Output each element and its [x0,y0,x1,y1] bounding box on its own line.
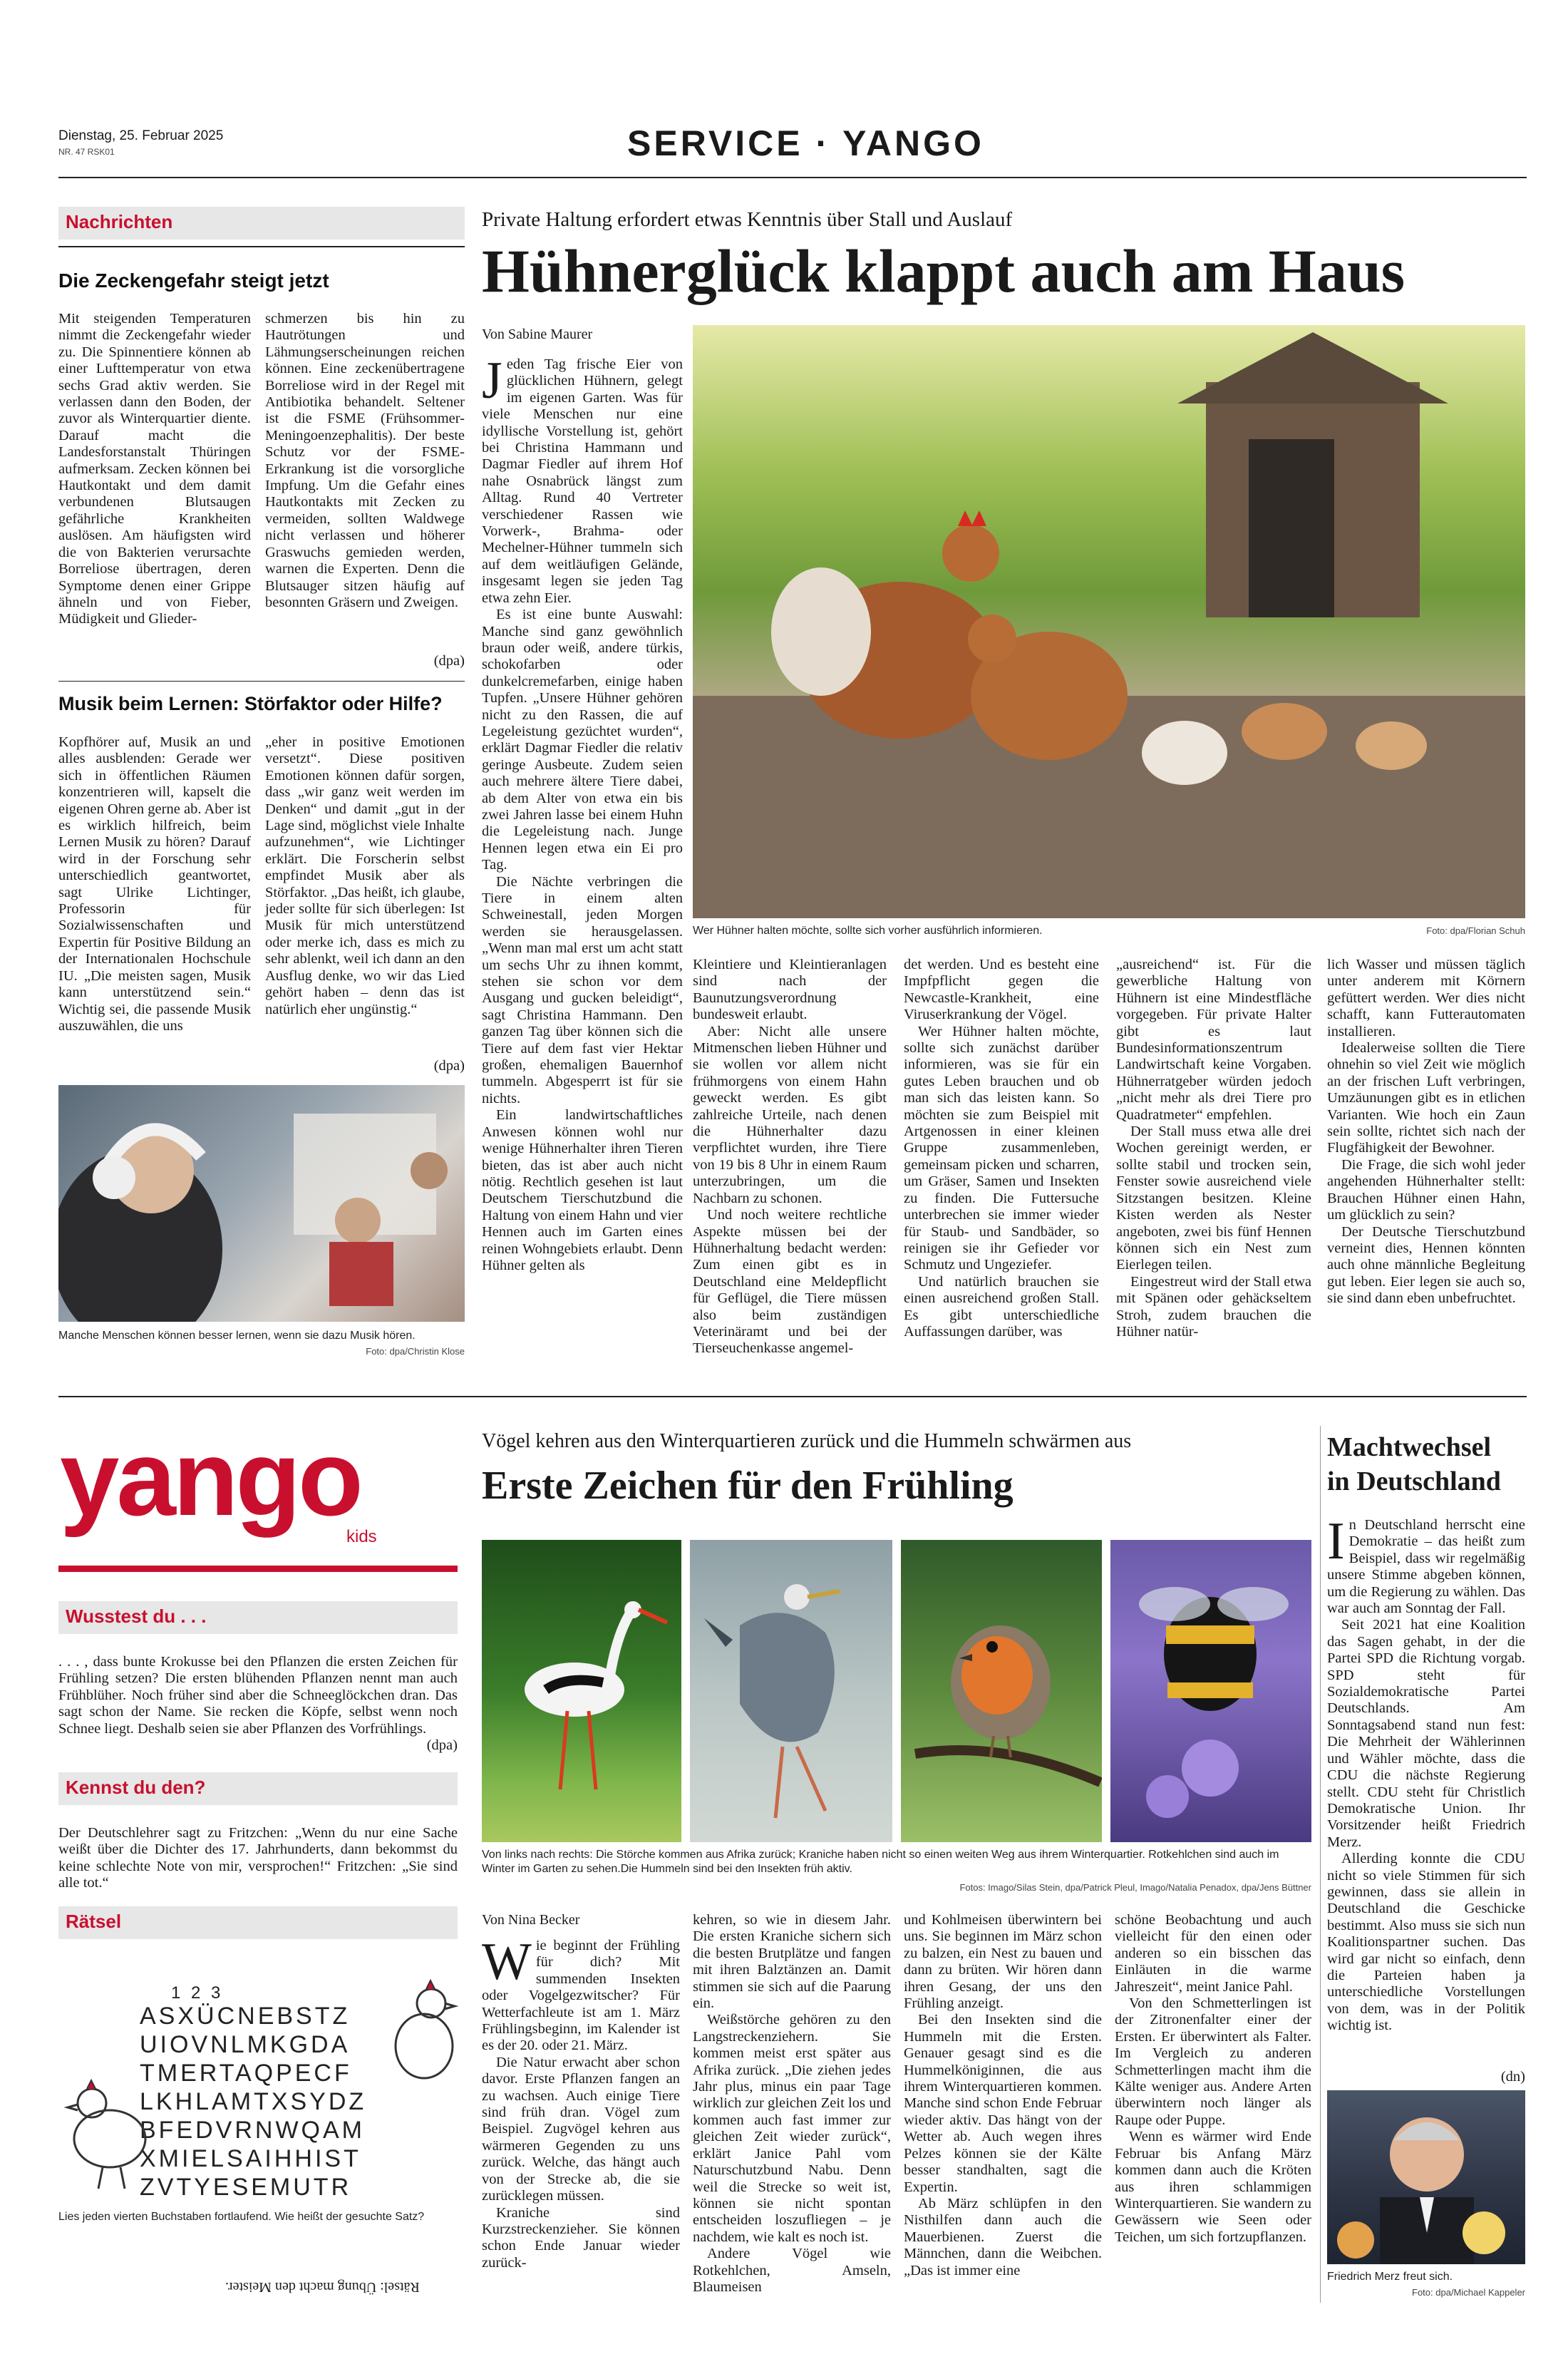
raetsel-digits: 1 2 3 [171,1983,224,2003]
raetsel-row: LKHLAMTXSYDZ [140,2088,367,2115]
fruehling-col4: schöne Beobachtung und auch vielleicht für den einen oder anderen so ein bisschen das Einläuten in die warme Jahreszeit“, meint Janice Pahl. Von den Schmetterlingen ist der Zitronenfalter einer der Ersten. Er überwintert als Falter. Im Vergleich zu anderen Schmetterlingen macht ihm die Kälte weniger aus. Andere Arten überwintern noch länger als Raupe oder Puppe. Wenn es wärmer wird Ende Februar bis Anfang März kommen dann auch die Kröten aus ihren schlammigen Winterquartieren. Sie wandern zu Gewässern wie Seen oder Teichen, um sich fortzupflanzen. [1115,1912,1311,2245]
merz-credit: Foto: dpa/Michael Kappeler [1412,2287,1525,2298]
fruehling-caption: Von links nach rechts: Die Störche kommen aus Afrika zurück; Kraniche haben nicht so einen weiten Weg aus ihrem Winterquartier. Rotkehlchen sind auch im Winter im Garten zu sehen.Die Hummeln sind bei den Insekten früh aktiv. [482,1849,1279,1875]
yango-logo: yango [60,1418,361,1538]
zecken-col1: Mit steigenden Temperaturen nimmt die Zeckengefahr wieder zu. Die Spinnentiere können ab einer Lufttemperatur von etwa sechs Grad aktiv werden. Sie verlassen dann den Boden, der zuvor als Winterquartier diente. Darauf macht die Landesforstanstalt Thüringen aufmerksam. Zecken können bei Hautkontakt und dem damit verbundenen Blutsaugen gefährliche Krankheiten auslösen. Am häufigsten wird die von Bakterien verursachte Borreliose übertragen, deren Symptome denen einer Grippe ähneln und von Fieber, Müdigkeit und Glieder- [58,311,251,627]
musik-title: Musik beim Lernen: Störfaktor oder Hilfe? [58,693,443,714]
merz-caption: Friedrich Merz freut sich. [1327,2271,1453,2283]
main-kicker: Private Haltung erfordert etwas Kenntnis über Stall und Auslauf [482,208,1013,231]
fruehling-byline: Von Nina Becker [482,1912,580,1928]
wusstest-label: Wusstest du . . . [58,1601,458,1634]
fruehling-credit: Fotos: Imago/Silas Stein, dpa/Patrick Pleul, Imago/Natalia Penadox, dpa/Jens Büttner [959,1882,1311,1893]
machtwechsel-source: (dn) [1500,2069,1525,2085]
machtwechsel-headline: Machtwechsel in Deutschland [1327,1432,1501,1496]
zecken-title: Die Zeckengefahr steigt jetzt [58,269,329,292]
photo-hummel [1110,1540,1311,1842]
robin-icon [901,1540,1102,1842]
fruehling-dropcap: W [482,1933,532,1991]
masthead-rule [58,177,1527,178]
raetsel-grid [140,2002,411,2201]
wusstest-source: (dpa) [426,1737,458,1753]
musik-source: (dpa) [433,1058,465,1074]
stork-icon [482,1540,681,1842]
zecken-col2: schmerzen bis hin zu Hautrötungen und Lähmungserscheinungen reichen können. Eine zeckenübertragene Borreliose wird in der Regel mit Antibiotika behandelt. Seltener ist die FSME (Frühsommer-Meningoenzephalitis). Der beste Schutz vor der FSME-Erkrankung ist die vorsorgliche Impfung. Um die Gefahr eines Hautkontakts mit Zecken zu vermeiden, sollten Waldwege nicht verlassen und höherer Graswuchs gemieden werden, warnen die Experten. Denn die Blutsauger sitzen häufig auf besonnten Gräsern und Zweigen. [265,311,465,610]
main-col2: Kleintiere und Kleintieranlagen sind nach der Baunutzungsverordnung bundesweit erlaubt. Aber: Nicht alle unsere Mitmenschen lieben Hühner und sie wollen vor allem nicht frühmorgens von einem Hahn geweckt werden. Es gibt zahlreiche Urteile, nach denen die Hühnerhalter dazu verpflichtet wurden, ihre Tiere von 19 bis 8 Uhr in einem Raum unterzubringen, um die Nachbarn zu schonen. Und noch weitere rechtliche Aspekte müssen bei der Hühnerhaltung bedacht werden: Zum einen gibt es in Deutschland eine Meldepflicht für Geflügel, die Tiere müssen also beim zuständigen Veterinäramt und bei der Tierseuchenkasse angemel- [693,957,887,1357]
main-headline: Hühnerglück klappt auch am Haus [482,237,1405,305]
raetsel-row: TMERTAQPECF [140,2060,352,2087]
main-col4: „ausreichend“ ist. Für die gewerbliche Haltung von Hühnern ist eine Mindestfläche vorgegeben. Für private Halter gibt es laut Bundesinformationszentrum Landwirtschaft keine Vorgaben. Hühnerratgeber würden jedoch „nicht mehr als drei Tiere pro Quadratmeter“ empfehlen. Der Stall muss etwa alle drei Wochen gereinigt werden, er sollte stabil und trocken sein, Fenster sowie ausreichend viele Sitzstangen besitzen. Kleine Kisten werden als Nester angeboten, zwei bis fünf Hennen können sich ein Nest zum Eierlegen teilen. Eingestreut wird der Stall etwa mit Spänen oder gehäckseltem Stroh, zudem brauchen die Hühner natür- [1116,957,1311,1340]
kennst-label: Kennst du den? [58,1772,458,1805]
heron-icon [690,1540,892,1842]
yango-logo-sub: kids [346,1527,377,1546]
main-dropcap: J [482,351,502,410]
fruehling-col1: Wie beginnt der Frühling für dich? Mit summenden Insekten oder Vogelgezwitscher? Für Wetterfachleute ist am 1. März Frühlingsbeginn, im Kalender ist es der 20. oder 21. März. Die Natur erwacht aber schon davor. Erste Pflanzen fangen an zu wachsen. Auch einige Tiere sind früh dran. Vögel zum Beispiel. Zugvögel kehren aus wärmeren Gegenden zu uns zurück. Welche, das hängt auch von der Strecke ab, die sie zurücklegen müssen. Kraniche sind Kurzstreckenzieher. Sie können schon Ende Januar wieder zurück- [482,1933,680,2271]
machtwechsel-text: In Deutschland herrscht eine Demokratie – das heißt zum Beispiel, dass wir regelmäßig unsere Stimme abgeben können, um die Regierung zu wählen. Das war auch am Sonntag der Fall. Seit 2021 hat eine Koalition das Sagen gehabt, in der die Partei SPD die Richtung vorgab. SPD steht für Sozialdemokratische Partei Deutschlands. Am Sonntagsabend stand nun fest: Die Mehrheit der Wählerinnen und Wähler möchte, dass die CDU die nächste Regierung stellt. CDU steht für Christlich Demokratische Union. Ihr Vorsitzender heißt Friedrich Merz. Allerding konnte die CDU nicht so viele Stimmen für sich gewinnen, dass sie allein in Deutschland die Geschicke bestimmt. Also muss sie sich nun Koalitionspartner suchen. Das wird gar nicht so einfach, denn die Parteien haben ja unterschiedliche Vorstellungen von dem, was in der Politik wichtig ist. [1327,1512,1525,2034]
fruehling-headline: Erste Zeichen für den Frühling [482,1464,1013,1508]
huehner-caption: Wer Hühner halten möchte, sollte sich vorher ausführlich informieren. [693,925,1043,937]
nachrichten-label: Nachrichten [58,207,465,240]
main-col1: Jeden Tag frische Eier von glücklichen Hühnern, gelegt im eigenen Garten. Was für viele Menschen nur eine idyllische Vorstellung ist, gehört bei Christina Hammann und Dagmar Fiedler auf ihrem Hof nahe Osnabrück längst zum Alltag. Rund 40 Vertreter verschiedener Rassen wie Vorwerk-, Brahma- oder Mechelner-Hühner tummeln sich auf dem weitläufigen Gelände, insgesamt legen sie jeden Tag etwa zehn Eier. Es ist eine bunte Auswahl: Manche sind ganz gewöhnlich braun oder weiß, andere türkis, schokofarben oder dunkelcremefarben, einige haben Tupfen. „Unsere Hühner gehören nicht zu den Rassen, die auf Legeleistung gezüchtet wurden“, erklärt Dagmar Fiedler die relativ geringe Ausbeute. Zudem seien auch mehrere ältere Tiere dabei, ab dem Alter von etwa ein bis zwei Jahren lasse bei einem Huhn die Legeleistung nach. Junge Hennen legen etwa ein Ei pro Tag. Die Nächte verbringen die Tiere in einem alten Schweinestall, jeden Morgen werden sie herausgelassen. „Wenn man mal erst um acht statt um sechs Uhr zu ihnen kommt, stehen sie schon vor dem Ausgang und gucken beleidigt“, sagt Christina Hammann. Den ganzen Tag über können sich die Tiere auf dem fast vier Hektar großen, ehemaligen Bauernhof tummeln. Abgesperrt ist für sie nichts. Ein landwirtschaftliches Anwesen können wohl nur wenige Hühnerhalter ihren Tieren bieten, das ist aber auch nicht nötig. Rechtlich gesehen ist laut Deutschem Tierschutzbund die Haltung von einem Hahn und vier Hennen auch im Garten eines reinen Wohngebiets erlaubt. Denn Hühner gelten als [482,351,683,1273]
nachrichten-top-rule [58,246,465,247]
fruehling-col3: und Kohlmeisen überwintern bei uns. Sie beginnen im März schon zu balzen, ein Nest zu bauen und dann zu brüten. Wir hören dann ihren Gesang, der uns den Frühling anzeigt. Bei den Insekten sind die Hummeln mit die Ersten. Genauer gesagt sind es die Hummelköniginnen, die aus ihrem Winterquartieren kommen. Manche sind schon Ende Februar wieder aktiv. Das hängt von der Wetter ab. Auch wegen ihres Pelzes können sie der Kälte besser standhalten, sagt die Expertin. Ab März schlüpfen in den Nisthilfen dann auch die Mauerbienen. Zuerst die Männchen, dann die Weibchen. „Das ist immer eine [904,1912,1102,2278]
raetsel-row: XMIELSAIHHIST [140,2145,361,2172]
musik-credit: Foto: dpa/Christin Klose [366,1346,465,1357]
raetsel-row: ASXÜCNEBSTZ [140,2003,351,2030]
bumblebee-icon [1110,1540,1311,1842]
zecken-source: (dpa) [433,653,465,669]
zecken-rule [58,681,465,682]
yango-red-bar [58,1566,458,1572]
fruehling-kicker: Vögel kehren aus den Winterquartieren zurück und die Hummeln schwärmen aus [482,1430,1132,1452]
masthead-issue: NR. 47 RSK01 [58,147,115,157]
photo-rotkehlchen [901,1540,1102,1842]
main-col3: det werden. Und es besteht eine Impfpflicht gegen die Newcastle-Krankheit, eine Viruserkrankung der Vögel. Wer Hühner halten möchte, sollte sich zunächst darüber informieren, was sie für ein gutes Leben brauchen und ob man sich das leisten kann. So möchten sie zum Beispiel mit Artgenossen in einer kleinen Gruppe zusammenleben, gemeinsam picken und scharren, um Gräser, Samen und Insekten zu finden. Die Futtersuche unterbrechen sie immer wieder für Staub- und Sandbäder, so reinigen sie ihr Gefieder vor Schmutz und Ungeziefer. Und natürlich brauchen sie einen ausreichend großen Stall. Es gibt unterschiedliche Auffassungen darüber, was [904,957,1099,1340]
musik-col1: Kopfhörer auf, Musik an und alles ausblenden: Gerade wer sich in öffentlichen Räumen konzentrieren will, kapselt die eigenen Ohren gerne ab. Aber ist es wirklich hilfreich, beim Lernen Musik zu hören? Darauf wird in der Forschung sehr unterschiedlich geantwortet, sagt Ulrike Lichtinger, Professorin für Sozialwissenschaften und Expertin für Positive Bildung an der Internationalen Hochschule IU. „Die meisten sagen, Musik kann unterstützend sein.“ Wichtig sei, die passende Musik auszuwählen, die uns [58,734,251,1034]
kennst-text: Der Deutschlehrer sagt zu Fritzchen: „Wenn du nur eine Sache weißt über die Dichter des 17. Jahrhunderts, dann bekommst du keine schlechte Note von mir, versprochen!“ Fritzchen: „Sie sind alle tot.“ [58,1825,458,1891]
raetsel-row: ZVTYESEMUTR [140,2174,352,2201]
musik-col2: „eher in positive Emotionen versetzt“. Diese positiven Emotionen können dafür sorgen, dass „wir ganz weit werden im Denken“ und damit „gut in der Lage sind, möglichst viele Inhalte aufzunehmen“, wie Lichtinger erklärt. Die Forscherin selbst empfindet Musik aber als Störfaktor. „Das heißt, ich glaube, jeder sollte für sich überlegen: Ist Musik für mich unterstützend oder merke ich, dass es mich zu sehr ablenkt, weil ich dann an den Ausflug denke, wo wir das Lied gehört haben – denn das ist natürlich eher ungünstig.“ [265,734,465,1017]
photo-reiher [690,1540,892,1842]
chicken-drawing-left-icon [60,2053,160,2196]
huehner-credit: Foto: dpa/Florian Schuh [1426,925,1525,936]
musik-caption: Manche Menschen können besser lernen, wenn sie dazu Musik hören. [58,1330,416,1342]
chicken-drawing-right-icon [385,1975,463,2103]
section-title: SERVICE · YANGO [627,123,984,163]
raetsel-label: Rätsel [58,1906,458,1939]
photo-merz [1327,2090,1525,2264]
page-divider [58,1396,1527,1397]
raetsel-row: UIOVNLMKGDA [140,2031,351,2058]
main-byline: Von Sabine Maurer [482,327,593,342]
photo-musik [58,1085,465,1322]
main-col5: lich Wasser und müssen täglich unter anderem mit Körnern gefüttert werden. Wer dies nicht schafft, kann Futterautomaten installieren. Idealerweise sollten die Tiere ohnehin so viel Zeit wie möglich an der frischen Luft verbringen, Umzäunungen gibt es in etlichen Varianten. Wie hoch ein Zaun sein sollte, richtet sich nach der Flugfähigkeit der Bewohner. Die Frage, die sich wohl jeder angehenden Hühnerhalter stellt: Brauchen Hühner einen Hahn, um glücklich zu sein? Der Deutsche Tierschutzbund verneint dies, Hennen könnten auch ohne männliche Begleitung gut leben. Eier legen sie auch so, sie sind dann eben unbefruchtet. [1327,957,1525,1307]
machtwechsel-dropcap: I [1327,1512,1345,1571]
masthead-date: Dienstag, 25. Februar 2025 [58,128,224,143]
raetsel-solution: Rätsel: Übung macht den Meister. [225,2279,420,2295]
raetsel-caption: Lies jeden vierten Buchstaben fortlaufend. Wie heißt der gesuchte Satz? [58,2211,425,2223]
raetsel-row: BFEDVRNWQAM [140,2117,365,2144]
wusstest-text: . . . , dass bunte Krokusse bei den Pflanzen die ersten Zeichen für Frühling setzen? Die ersten blühenden Pflanzen nennt man auch Frühblüher. Noch früher sind aber die Schneeglöckchen dran. Das sagt schon der Name. Sie recken die Köpfe, selbst wenn noch Schnee liegt. Deshalb seien sie aber Pflanzen des Vorfrühlings. [58,1654,458,1737]
fruehling-col2: kehren, so wie in diesem Jahr. Die ersten Kraniche sichern sich die besten Brutplätze und fangen mit ihren Balztänzen an. Damit stimmen sie sich auf die Paarung ein. Weißstörche gehören zu den Langstreckenziehern. Sie kommen meist erst später aus Afrika zurück. „Die ziehen jedes Jahr plus, minus ein paar Tage wirklich zur gleichen Zeit los und kommen auch fast immer zur gleichen Zeit wieder zurück“, erklärt Janice Pahl vom Naturschutzbund Nabu. Denn weil die Strecke so weit ist, können sie nicht spontan entscheiden loszufliegen – je nachdem, wie kalt es noch ist. Andere Vögel wie Rotkehlchen, Amseln, Blaumeisen [693,1912,891,2295]
machtwechsel-divider [1320,1426,1321,2303]
chicken-photo-icon [693,325,1525,918]
portrait-icon [1327,2090,1525,2264]
photo-huehner [693,325,1525,918]
photo-storch [482,1540,681,1842]
headphones-photo-icon [58,1085,465,1322]
